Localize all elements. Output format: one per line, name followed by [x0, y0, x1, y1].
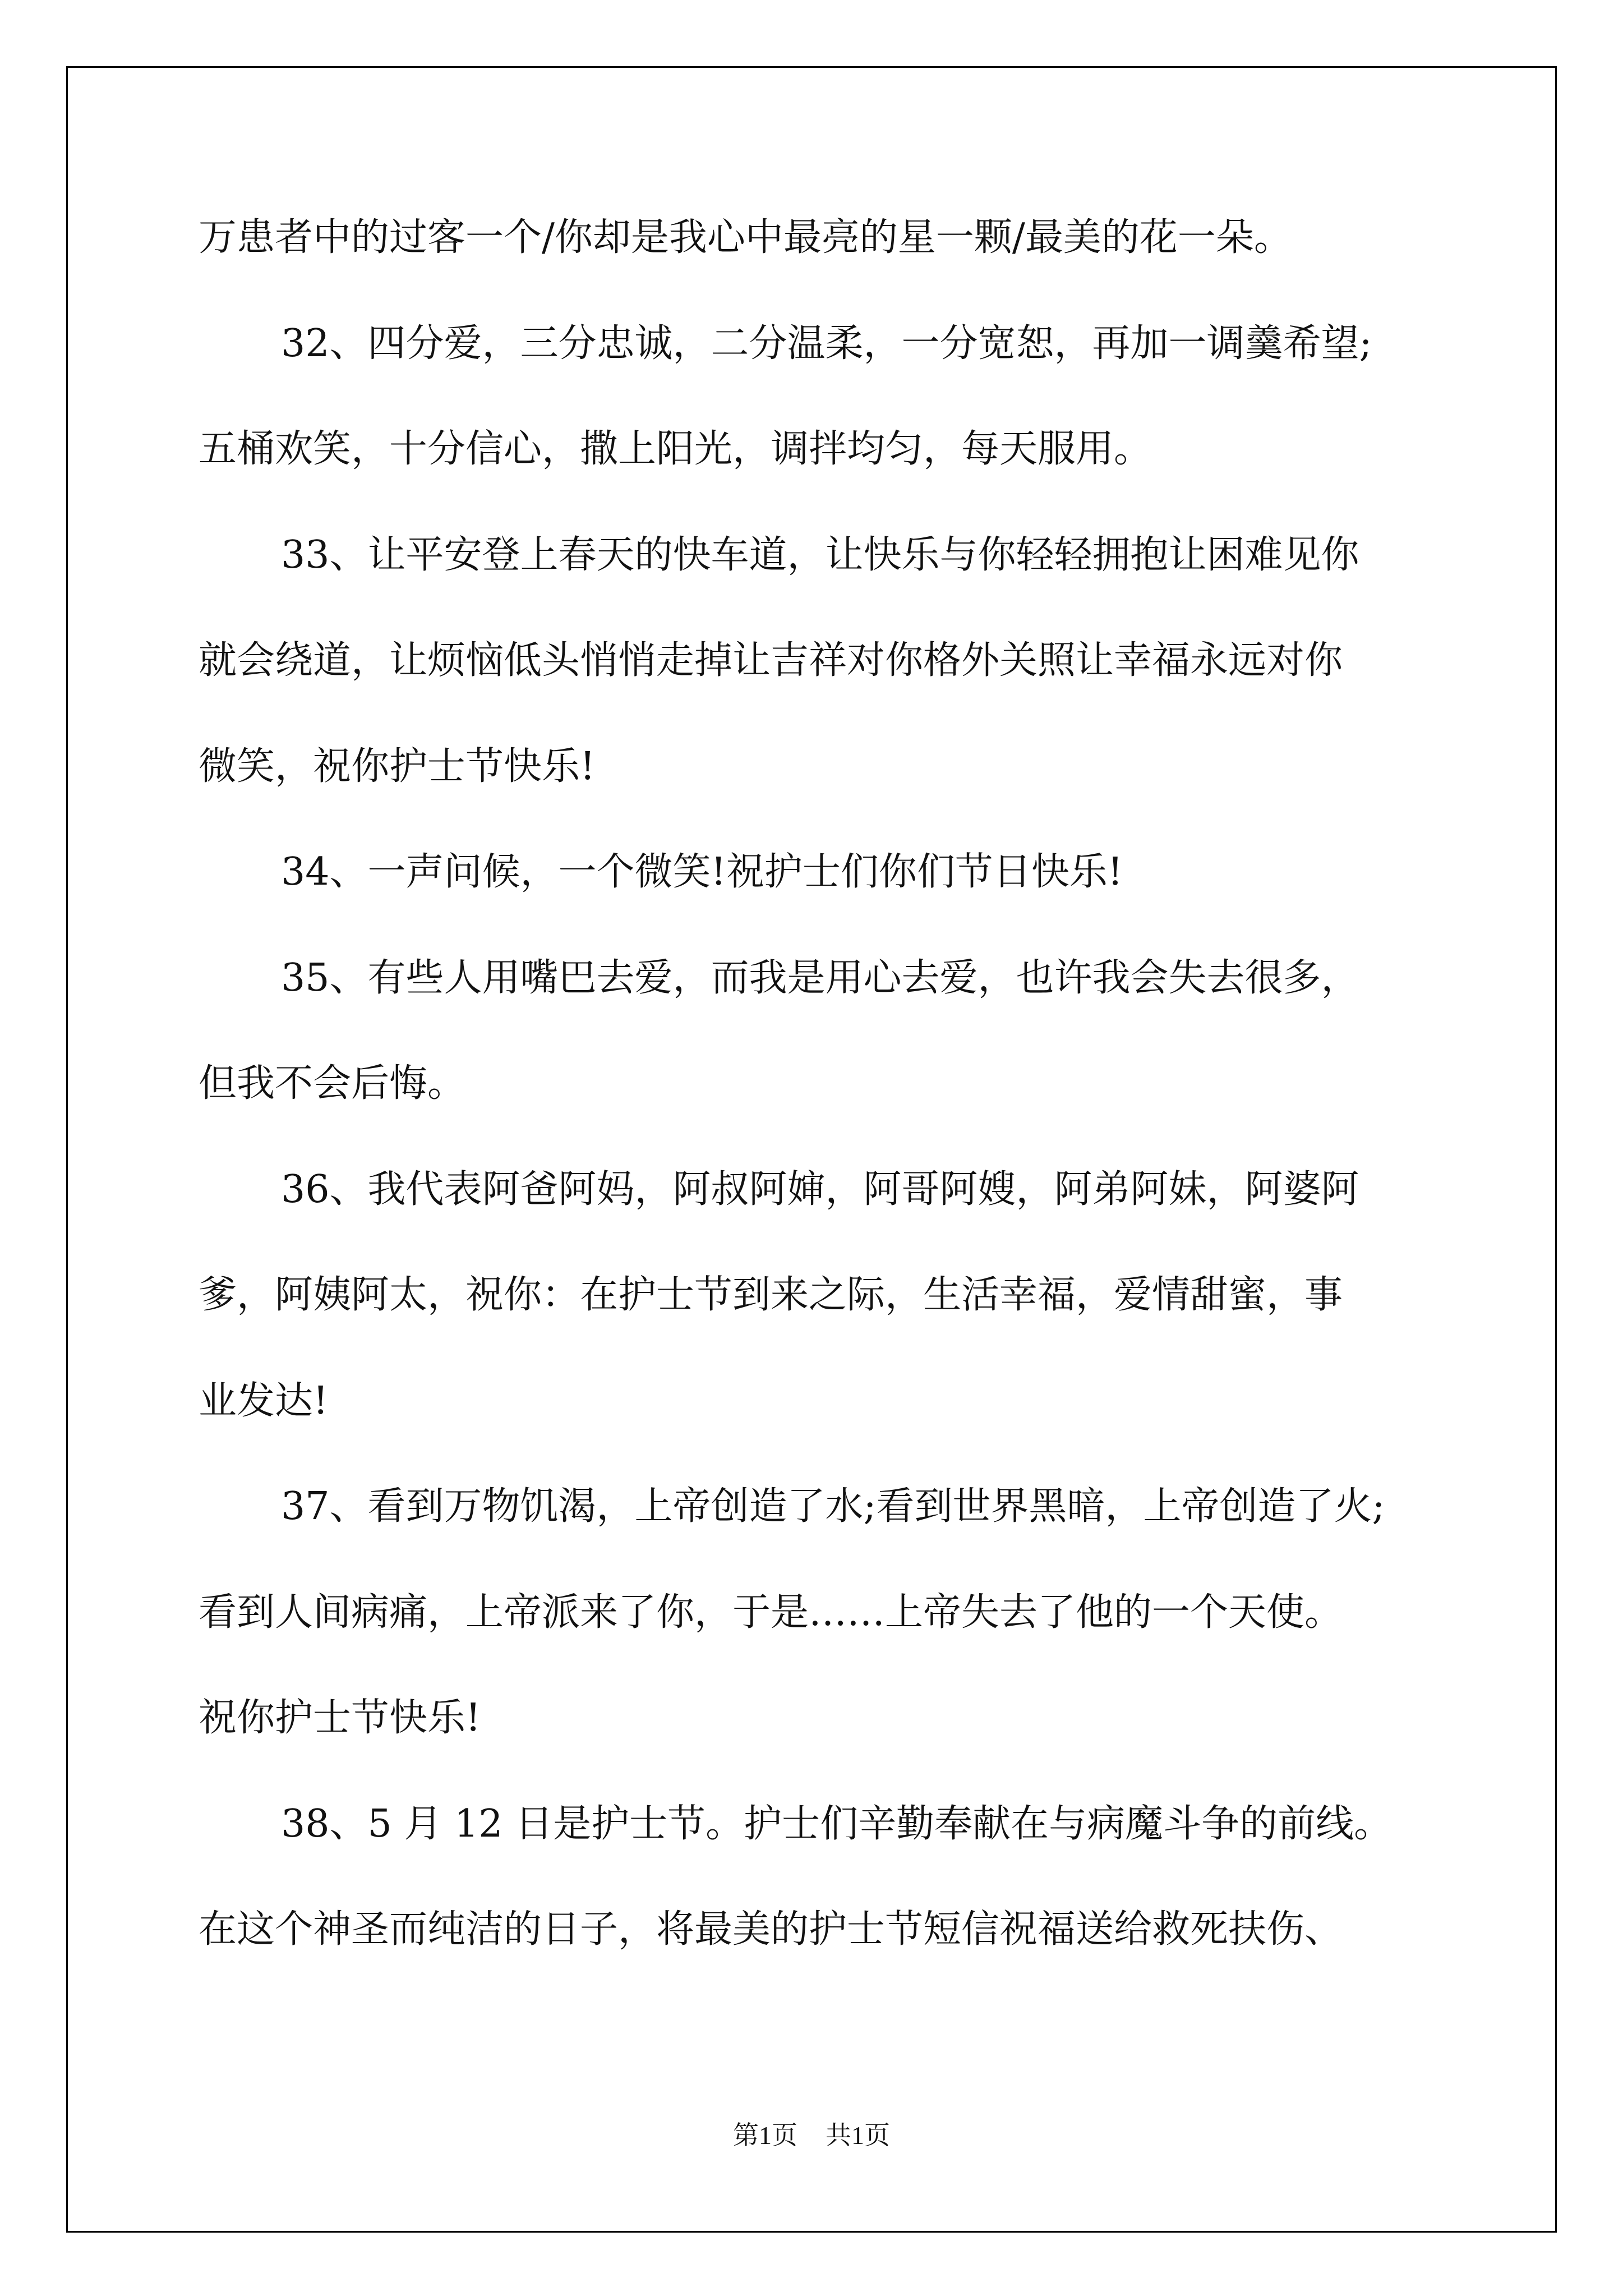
text-line: 34、一声问候，一个微笑!祝护士们你们节日快乐! — [281, 850, 1123, 894]
text-line: 看到人间病痛，上帝派来了你，于是……上帝失去了他的一个天使。 — [199, 1590, 1343, 1635]
text-line: 但我不会后悔。 — [199, 1061, 466, 1106]
page-number: 第1页 — [733, 2121, 797, 2150]
page-footer — [0, 2115, 1623, 2152]
text-line: 37、看到万物饥渴，上帝创造了水;看到世界黑暗，上帝创造了火; — [281, 1484, 1385, 1529]
text-line: 祝你护士节快乐! — [199, 1696, 481, 1740]
text-line: 业发达! — [199, 1378, 329, 1423]
text-line: 微笑，祝你护士节快乐! — [199, 744, 596, 789]
text-line: 33、让平安登上春天的快车道，让快乐与你轻轻拥抱让困难见你 — [281, 532, 1359, 577]
page-total: 共1页 — [826, 2121, 890, 2150]
text-line: 32、四分爱，三分忠诚，二分温柔，一分宽恕，再加一调羹希望; — [281, 321, 1372, 366]
document-body — [199, 215, 1483, 2017]
text-line: 38、5 月 12 日是护士节。护士们辛勤奉献在与病魔斗争的前线。 — [281, 1801, 1393, 1846]
text-line: 35、有些人用嘴巴去爱，而我是用心去爱，也许我会失去很多， — [281, 955, 1359, 1000]
text-line: 在这个神圣而纯洁的日子，将最美的护士节短信祝福送给救死扶伤、 — [199, 1907, 1343, 1952]
text-line: 五桶欢笑，十分信心，撒上阳光，调拌均匀，每天服用。 — [199, 427, 1152, 471]
text-line: 36、我代表阿爸阿妈，阿叔阿婶，阿哥阿嫂，阿弟阿妹，阿婆阿 — [281, 1167, 1359, 1212]
text-line: 爹，阿姨阿太，祝你：在护士节到来之际，生活幸福，爱情甜蜜，事 — [199, 1273, 1343, 1317]
text-line: 万患者中的过客一个/你却是我心中最亮的星一颗/最美的花一朵。 — [199, 215, 1292, 260]
text-line: 就会绕道，让烦恼低头悄悄走掉让吉祥对你格外关照让幸福永远对你 — [199, 638, 1343, 683]
